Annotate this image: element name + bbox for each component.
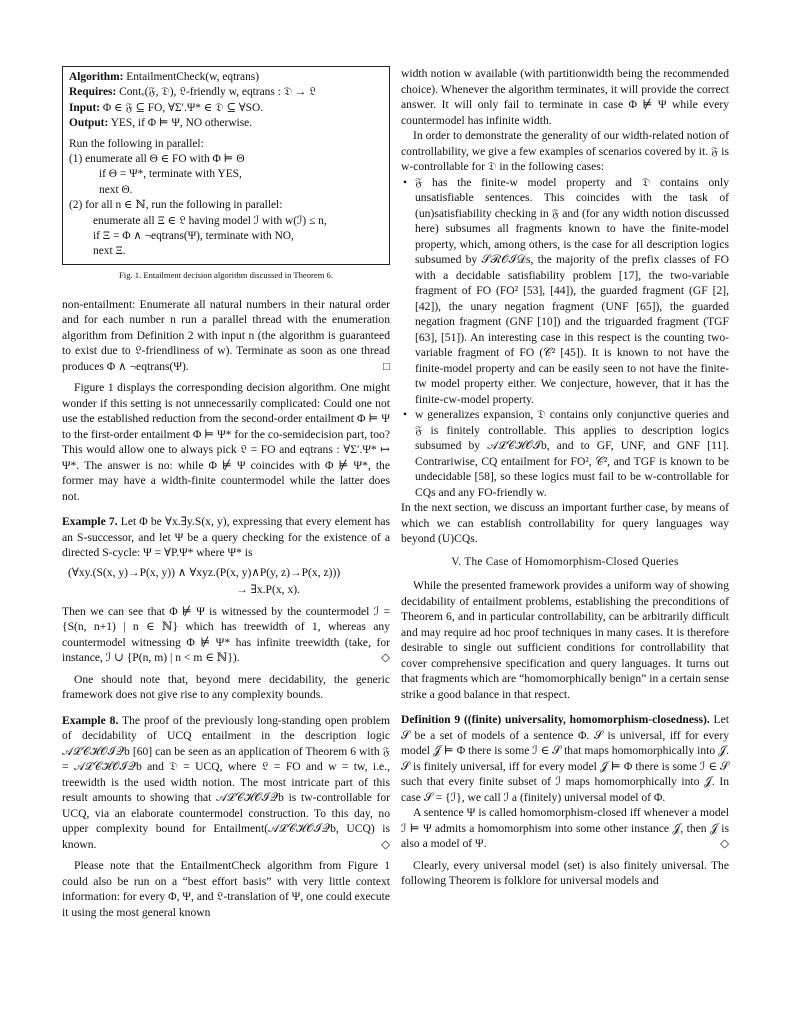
algorithm-requires-line bbox=[69, 85, 383, 100]
paragraph: Please note that the EntailmentCheck algorithm from Figure 1 could also be run on a “best effort basis” with very little context information: for every Φ, Ψ, and 𝔏-translation of Ψ, one could execute it using the most general known bbox=[62, 859, 390, 919]
list-item: • w generalizes expansion, 𝔇 contains only conjunctive queries and 𝔉 is finitely controllable. This applies to description logics subsumed by 𝒜ℒ𝒞ℋ𝒪ℐb, and to GF, UNF, and GNF [11]. Contrariwise, CQ entailment for FO², 𝒞², and TGF is known to be undecidable [58], so these logics must fail to be w-controllable for CQs and any FO-friendly w. bbox=[401, 407, 729, 500]
paragraph: In order to demonstrate the generality of our width-related notion of controllability, we give a few examples of scenarios covered by it. 𝔉 is w-controllable for 𝔇 in the following cases: bbox=[401, 129, 729, 173]
algorithm-output-line bbox=[69, 116, 383, 131]
formula: (∀xy.(S(x, y)→P(x, y)) ∧ ∀xyz.(P(x, y)∧P(y, z)→P(x, z))) bbox=[68, 565, 341, 579]
input-text: Φ ∈ 𝔉 ⊆ FO, ∀Σ′.Ψ* ∈ 𝔇 ⊆ ∀SO. bbox=[102, 101, 264, 114]
paragraph: Clearly, every universal model (set) is also finitely universal. The following Theorem is folklore for universal models and bbox=[401, 858, 729, 887]
algorithm-step: (2) for all n ∈ ℕ, run the following in parallel: bbox=[69, 199, 283, 212]
example-8-label: Example 8. bbox=[62, 713, 119, 727]
left-column bbox=[62, 66, 390, 920]
formula: → ∃x.P(x, x). bbox=[236, 583, 300, 597]
algorithm-input-line bbox=[69, 101, 383, 116]
definition-9: Definition 9 ((finite) universality, homomorphism-closedness). Let 𝒮 be a set of models of a sentence Φ. 𝒮 is universal, iff for every model 𝒥 ⊨ Φ there is some ℐ ∈ 𝒮 that maps homomorphically into 𝒥. 𝒮 is finitely universal, iff for every model 𝒥 ⊨ Φ there is some ℐ ∈ 𝒮 such that every finite subset of ℐ maps homomorphically into 𝒥. In case 𝒮 = {ℐ}, we call ℐ a (finitely) universal model of Φ. bbox=[401, 713, 729, 804]
paragraph: While the presented framework provides a uniform way of showing decidability of entailment problems, establishing the preconditions of Theorem 6, and in particular controllability, can be arbitrarily difficult and may require ad hoc proof techniques in many cases. It is therefore desirable to single out sufficient conditions for controllability that cover comprehensive specification and query languages. It turns out that fragments which are “homomorphically benign” in a certain sense strike a good balance in that respect. bbox=[401, 579, 729, 701]
bullet-list bbox=[401, 175, 729, 501]
output-label: Output: bbox=[69, 117, 109, 130]
definition-9-title: ((finite) universality, homomorphism-closedness). bbox=[463, 713, 710, 726]
algorithm-step: if Ξ = Φ ∧ ¬eqtrans(Ψ), terminate with NO, bbox=[93, 230, 294, 243]
example-7-label: Example 7. bbox=[62, 515, 118, 529]
example-8: Example 8. The proof of the previously long-standing open problem of decidability of UCQ entailment in the description logic 𝒜ℒ𝒞ℋ𝒪ℐ𝒬b [60] can be seen as an application of Theorem 6 with 𝔉 = 𝒜ℒ𝒞ℋ𝒪ℐ𝒬b and 𝔇 = UCQ, where 𝔏 = FO and w = tw, i.e., treewidth is the used width notion. The most intricate part of this result amounts to showing that 𝒜ℒ𝒞ℋ𝒪ℐ𝒬b is tw-controllable for UCQ, via an elaborate countermodel construction. To this day, no upper complexity bound for Entailment(𝒜ℒ𝒞ℋ𝒪ℐ𝒬b, UCQ) is known. ◇ bbox=[62, 713, 390, 851]
algorithm-title-label: Algorithm: bbox=[69, 71, 124, 83]
diamond-end-icon: ◇ bbox=[720, 837, 729, 850]
definition-9-label: Definition 9 bbox=[401, 713, 461, 726]
algorithm-step: enumerate all Ξ ∈ 𝔏 having model ℐ with w(ℐ) ≤ n, bbox=[93, 214, 327, 227]
requires-text: Contᵥ(𝔉, 𝔇), 𝔏-friendly w, eqtrans : 𝔇 → 𝔏 bbox=[119, 86, 316, 99]
paragraph: One should note that, beyond mere decidability, the generic framework does not give rise to any complexity bounds. bbox=[62, 672, 390, 702]
paragraph: non-entailment: Enumerate all natural numbers in their natural order and for each number n run a parallel thread with the enumeration algorithm from Definition 2 with input n (the algorithm is guaranteed to exist due to 𝔏-friendliness of w). Terminate as soon as one thread produces Φ ∧ ¬eqtrans(Ψ). □ bbox=[62, 297, 390, 373]
algorithm-step: (1) enumerate all Θ ∈ FO with Φ ⊨ Θ bbox=[69, 153, 245, 166]
right-column bbox=[401, 66, 729, 889]
algorithm-step: next Ξ. bbox=[93, 245, 126, 258]
output-text: YES, if Φ ⊨ Ψ, NO otherwise. bbox=[110, 117, 253, 130]
algorithm-step: if Θ = Ψ*, terminate with YES, bbox=[99, 168, 242, 181]
algorithm-step: Run the following in parallel: bbox=[69, 137, 204, 150]
algorithm-step: next Θ. bbox=[99, 183, 133, 196]
paragraph: width notion w available (with partitionwidth being the recommended choice). Whenever the algorithm terminates, it will provide the correct answer. It will only fail to terminate in case Φ ⊭ Ψ while every countermodel has infinite width. bbox=[401, 67, 729, 127]
list-item: • 𝔉 has the finite-w model property and 𝔇 contains only unsatisfiable sentences. This coincides with the task of (un)satisfiability checking in 𝔉 and (for any width notion discussed here) subsumes all fragments known to have the finite-model property, which, among others, is the case for all description logics subsumed by 𝒮ℛ𝒪ℐ𝒟s, the majority of the prefix classes of FO with a decidable satisfiability problem [17], the two-variable fragment of FO (FO² [53], [44]), the guarded fragment (GF [2], [42]), the unary negation fragment (UNF [65]), the guarded negation fragment (GNF [10]) and the triguarded fragment (TGF [63], [51]). An interesting case in this respect is the counting two-variable fragment of FO (𝒞² [45]). It is known to not have the finite-model property and can be easily seen to not have the finite-tw model property either. We conjecture, however, that it has the finite-cw-model property. bbox=[401, 175, 729, 408]
paragraph: A sentence Ψ is called homomorphism-closed iff whenever a model ℐ ⊨ Ψ admits a homomorphism into some other instance 𝒥, then 𝒥 is also a model of Ψ. ◇ bbox=[401, 806, 729, 850]
example-7: Example 7. Let Φ be ∀x.∃y.S(x, y), expressing that every element has an S-successor, and let Ψ be a query checking for the existence of a directed S-cycle: Ψ = ∀P.Ψ* where Ψ* is bbox=[62, 515, 390, 560]
algorithm-title: EntailmentCheck(w, eqtrans) bbox=[126, 71, 260, 83]
algorithm-title-line bbox=[69, 70, 383, 85]
paragraph: Figure 1 displays the corresponding decision algorithm. One might wonder if this setting is not unnecessarily complicated: Could one not use the established reduction from the second-order entailment Φ ⊨ Ψ to the first-order entailment Φ ⊨ Ψ* for the co-semidecision part, too? This would allow one to always pick 𝔏 = FO and eqtrans : ∀Σ′.Ψ* ↦ Ψ*. The answer is no: while Φ ⊭ Ψ coincides with Φ ⊭ Ψ*, the former may have a width-finite countermodel while the latter does not. bbox=[62, 381, 390, 503]
qed-square-icon: □ bbox=[382, 359, 390, 373]
section-heading: V. The Case of Homomorphism-Closed Queries bbox=[451, 555, 679, 568]
input-label: Input: bbox=[69, 101, 101, 114]
paragraph: Then we can see that Φ ⊭ Ψ is witnessed by the countermodel ℐ = {S(n, n+1) | n ∈ ℕ} which has treewidth of 1, whereas any countermodel witnessing Φ ⊭ Ψ* has infinite treewidth (take, for instance, ℐ ∪ {P(n, m) | n < m ∈ ℕ}). ◇ bbox=[62, 604, 390, 665]
diamond-end-icon: ◇ bbox=[381, 651, 390, 665]
figure-caption: Fig. 1. Entailment decision algorithm discussed in Theorem 6. bbox=[119, 269, 333, 280]
diamond-end-icon: ◇ bbox=[381, 837, 390, 851]
paragraph: In the next section, we discuss an important further case, by means of which we can establish controllability for query languages way beyond (U)CQs. bbox=[401, 501, 729, 545]
requires-label: Requires: bbox=[69, 86, 117, 99]
algorithm-box bbox=[62, 66, 390, 265]
